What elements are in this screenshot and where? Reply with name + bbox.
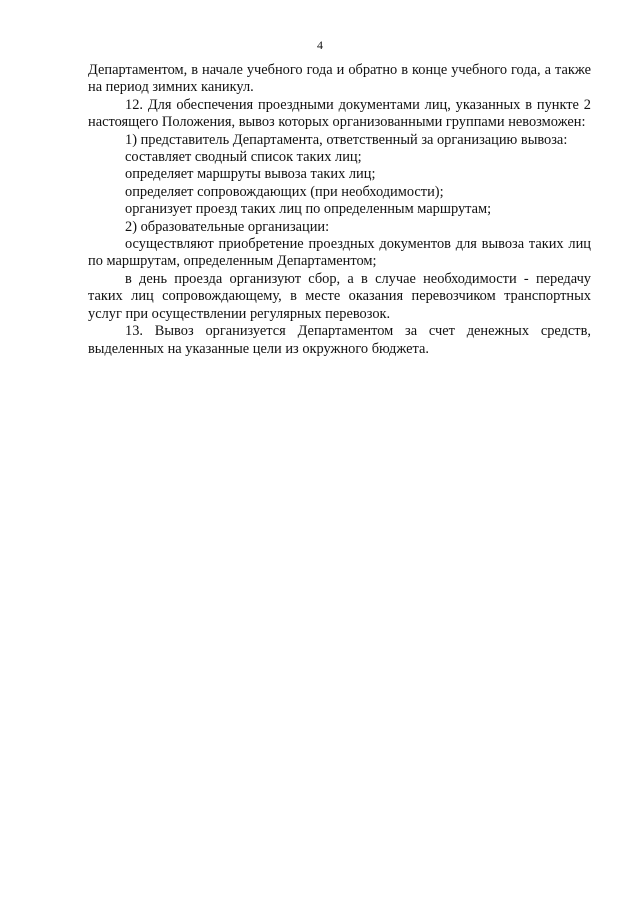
paragraph-continuation: Департаментом, в начале учебного года и обратно в конце учебного года, а также на период зимних каникул. <box>88 62 591 96</box>
paragraph-item-13: 13. Вывоз организуется Департаментом за счет денежных средств, выделенных на указанные цели из окружного бюджета. <box>88 323 591 357</box>
paragraph-subitem-1-b: определяет маршруты вывоза таких лиц; <box>125 166 376 183</box>
document-body <box>88 62 591 358</box>
paragraph-subitem-1-c: определяет сопровождающих (при необходимости); <box>125 183 444 200</box>
paragraph-subitem-1: 1) представитель Департамента, ответственный за организацию вывоза: <box>125 131 568 148</box>
page-number: 4 <box>317 38 323 52</box>
paragraph-subitem-1-d: организует проезд таких лиц по определенным маршрутам; <box>125 201 492 218</box>
paragraph-subitem-1-a: составляет сводный список таких лиц; <box>125 149 362 166</box>
paragraph-subitem-2-b: в день проезда организуют сбор, а в случае необходимости - передачу таких лиц сопровождающему, в месте оказания перевозчиком транспортных услуг при осуществлении регулярных перевозок. <box>88 270 591 322</box>
paragraph-subitem-2: 2) образовательные организации: <box>125 218 330 235</box>
paragraph-item-12: 12. Для обеспечения проездными документами лиц, указанных в пункте 2 настоящего Положения, вывоз которых организованными группами невозможен: <box>88 96 591 131</box>
paragraph-subitem-2-a: осуществляют приобретение проездных документов для вывоза таких лиц по маршрутам, определенным Департаментом; <box>88 236 591 270</box>
